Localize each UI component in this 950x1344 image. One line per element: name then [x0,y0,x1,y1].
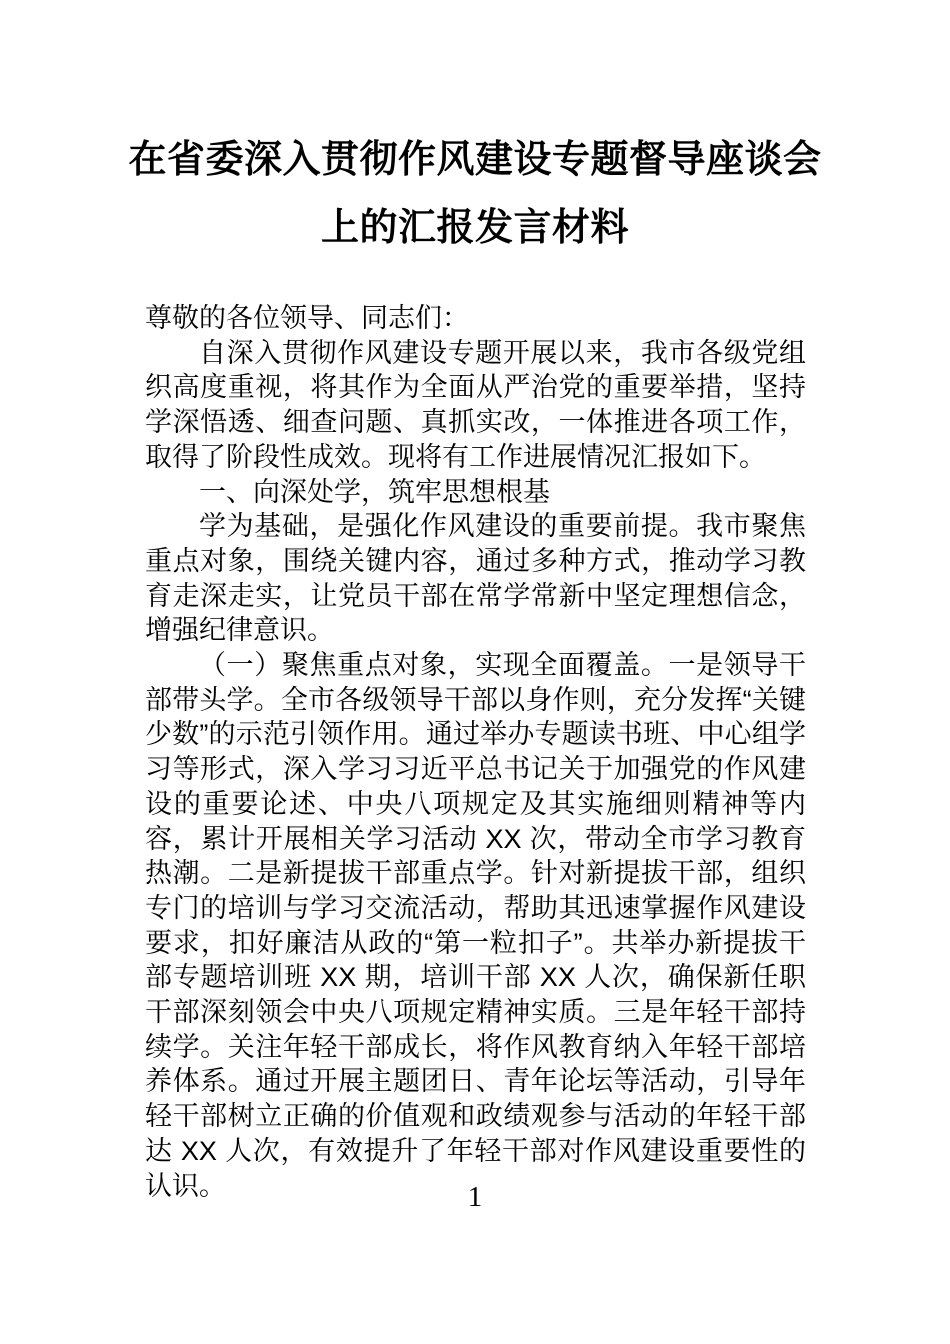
paragraph: 学为基础，是强化作风建设的重要前提。我市聚焦重点对象，围绕关键内容，通过多种方式，推动学习教育走深走实，让党员干部在常学常新中坚定理想信念，增强纪律意识。 [145,511,806,646]
page-number: 1 [467,1181,483,1213]
document-body [145,301,806,1203]
document-title-line-2: 上的汇报发言材料 [320,207,629,249]
paragraph: （一）聚焦重点对象，实现全面覆盖。一是领导干部带头学。全市各级领导干部以身作则，充分发挥“关键少数”的示范引领作用。通过举办专题读书班、中心组学习等形式，深入学习习近平总书记关于加强党的作风建设的重要论述、中央八项规定及其实施细则精神等内容，累计开展相关学习活动 XX 次，带动全市学习教育热潮。二是新提拔干部重点学。针对新提拔干部，组织专门的培训与学习交流活动，帮助其迅速掌握作风建设要求，扣好廉洁从政的“第一粒扣子”。共举办新提拔干部专题培训班 XX 期，培训干部 XX 人次，确保新任职干部深刻领会中央八项规定精神实质。三是年轻干部持续学。关注年轻干部成长，将作风教育纳入年轻干部培养体系。通过开展主题团日、青年论坛等活动，引导年轻干部树立正确的价值观和政绩观参与活动的年轻干部达 XX 人次，有效提升了年轻干部对作风建设重要性的认识。 [145,650,806,1201]
document-title [70,126,880,262]
paragraph: 尊敬的各位领导、同志们： [145,303,469,333]
document-title-line-1: 在省委深入贯彻作风建设专题督导座谈会 [128,139,822,181]
section-heading: 一、向深处学，筑牢思想根基 [199,476,550,507]
paragraph: 自深入贯彻作风建设专题开展以来，我市各级党组织高度重视，将其作为全面从严治党的重要举措，坚持学深悟透、细查问题、真抓实改，一体推进各项工作，取得了阶段性成效。现将有工作进展情况汇报如下。 [145,337,806,472]
